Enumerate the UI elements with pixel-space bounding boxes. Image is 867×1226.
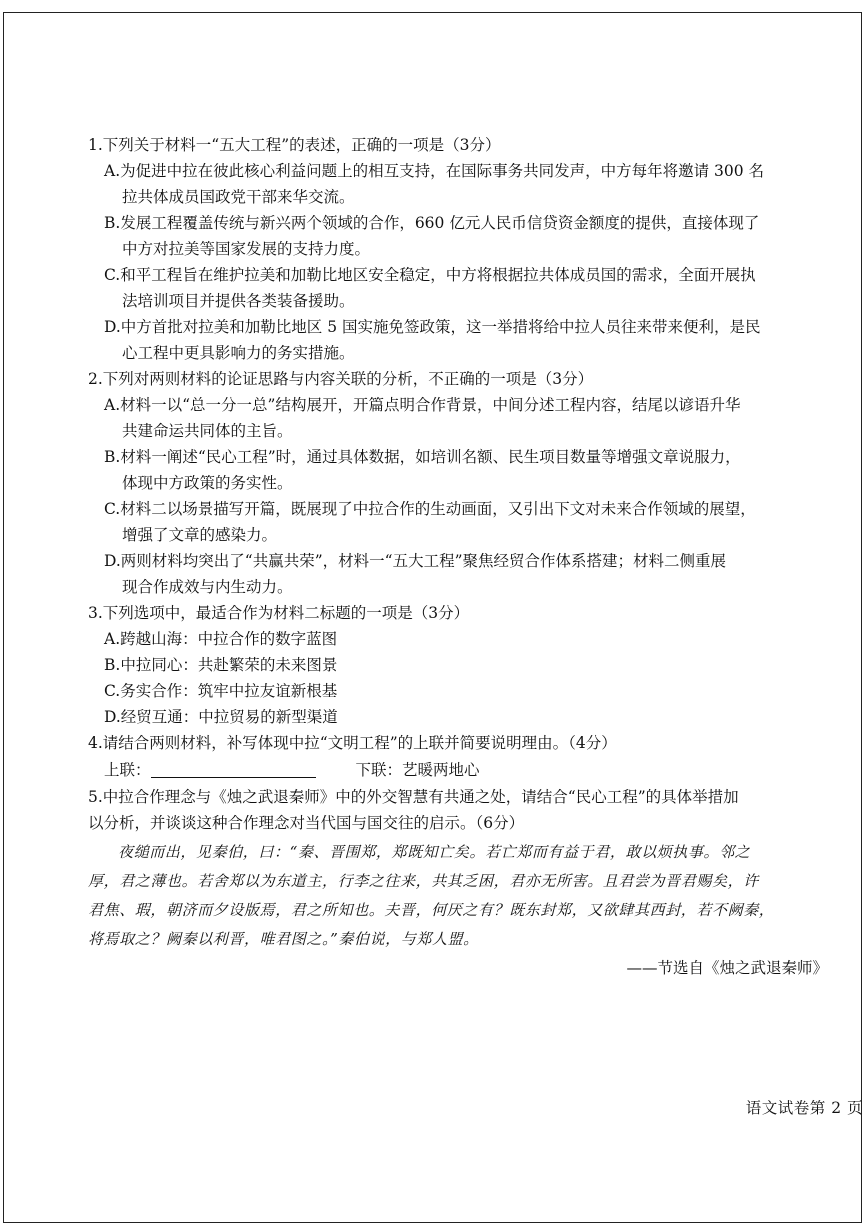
question-5-stem-line-1: 5.中拉合作理念与《烛之武退秦师》中的外交智慧有共通之处，请结合“民心工程”的具体举措加: [88, 788, 739, 806]
question-1-stem: 1.下列关于材料一“五大工程”的表述，正确的一项是（3分）: [88, 136, 501, 154]
question-3-option-a: A.跨越山海：中拉合作的数字蓝图: [104, 630, 338, 648]
couplet-row: [88, 756, 836, 784]
question-2-option-a: A.材料一以“总一分一总”结构展开，开篇点明合作背景，中间分述工程内容，结尾以谚语升华 共建命运共同体的主旨。: [104, 396, 741, 440]
question-1: [88, 132, 836, 366]
question-2-option-b: B.材料一阐述“民心工程”时，通过具体数据，如培训名额、民生项目数量等增强文章说服力， 体现中方政策的务实性。: [104, 448, 741, 492]
upper-couplet-label: 上联：: [104, 761, 151, 779]
question-3-option-b: B.中拉同心：共赴繁荣的未来图景: [104, 656, 338, 674]
question-1-option-d: D.中方首批对拉美和加勒比地区 5 国实施免签政策，这一举措将给中拉人员往来带来便利，是民 心工程中更具影响力的务实措施。: [104, 318, 761, 362]
question-2-option-d: D.两则材料均突出了“共赢共荣”，材料一“五大工程”聚焦经贸合作体系搭建；材料二侧重展 现合作成效与内生动力。: [104, 552, 727, 596]
question-1-option-a: A.为促进中拉在彼此核心利益问题上的相互支持，在国际事务共同发声，中方每年将邀请 300 名 拉共体成员国政党干部来华交流。: [104, 162, 765, 206]
question-3-option-d: D.经贸互通：中拉贸易的新型渠道: [104, 708, 338, 726]
question-1-option-b: B.发展工程覆盖传统与新兴两个领域的合作，660 亿元人民币信贷资金额度的提供，直接体现了 中方对拉美等国家发展的支持力度。: [104, 214, 760, 258]
question-2-option-c: C.材料二以场景描写开篇，既展现了中拉合作的生动画面，又引出下文对未来合作领域的展望， 增强了文章的感染力。: [104, 500, 756, 544]
question-4-stem: 4.请结合两则材料，补写体现中拉“文明工程”的上联并简要说明理由。（4分）: [88, 734, 617, 752]
question-2: [88, 366, 836, 600]
exam-content: [88, 132, 836, 982]
classical-excerpt: 夜缒而出，见秦伯，曰：“秦、晋围郑，郑既知亡矣。若亡郑而有益于君，敢以烦执事。邻之 厚，君之薄也。若舍郑以为东道主，行李之往来，共其乏困，君亦无所害。且君尝为晋君赐矣，许 君焦、瑕，朝济而夕设版焉，君之所知也。夫晋，何厌之有？既东封郑，又欲肆其西封，若不阙秦， 将焉取之？阙秦以利晋，唯君图之。”秦伯说，与郑人盟。: [88, 843, 775, 948]
question-2-stem: 2.下列对两则材料的论证思路与内容关联的分析，不正确的一项是（3分）: [88, 370, 594, 388]
excerpt-source: ——节选自《烛之武退秦师》: [626, 959, 828, 977]
lower-couplet: 下联：艺暖两地心: [355, 761, 480, 779]
question-3-stem: 3.下列选项中，最适合作为材料二标题的一项是（3分）: [88, 604, 470, 622]
question-5: [88, 784, 836, 982]
question-5-stem-line-2: 以分析，并谈谈这种合作理念对当代国与国交往的启示。（6分）: [88, 814, 525, 832]
upper-couplet-blank[interactable]: [151, 759, 316, 778]
question-3-option-c: C.务实合作：筑牢中拉友谊新根基: [104, 682, 338, 700]
question-4: [88, 730, 836, 784]
question-3: [88, 600, 836, 730]
question-1-option-c: C.和平工程旨在维护拉美和加勒比地区安全稳定，中方将根据拉共体成员国的需求，全面开展执 法培训项目并提供各类装备援助。: [104, 266, 756, 310]
page-footer: 语文试卷第 2 页: [745, 1099, 863, 1117]
